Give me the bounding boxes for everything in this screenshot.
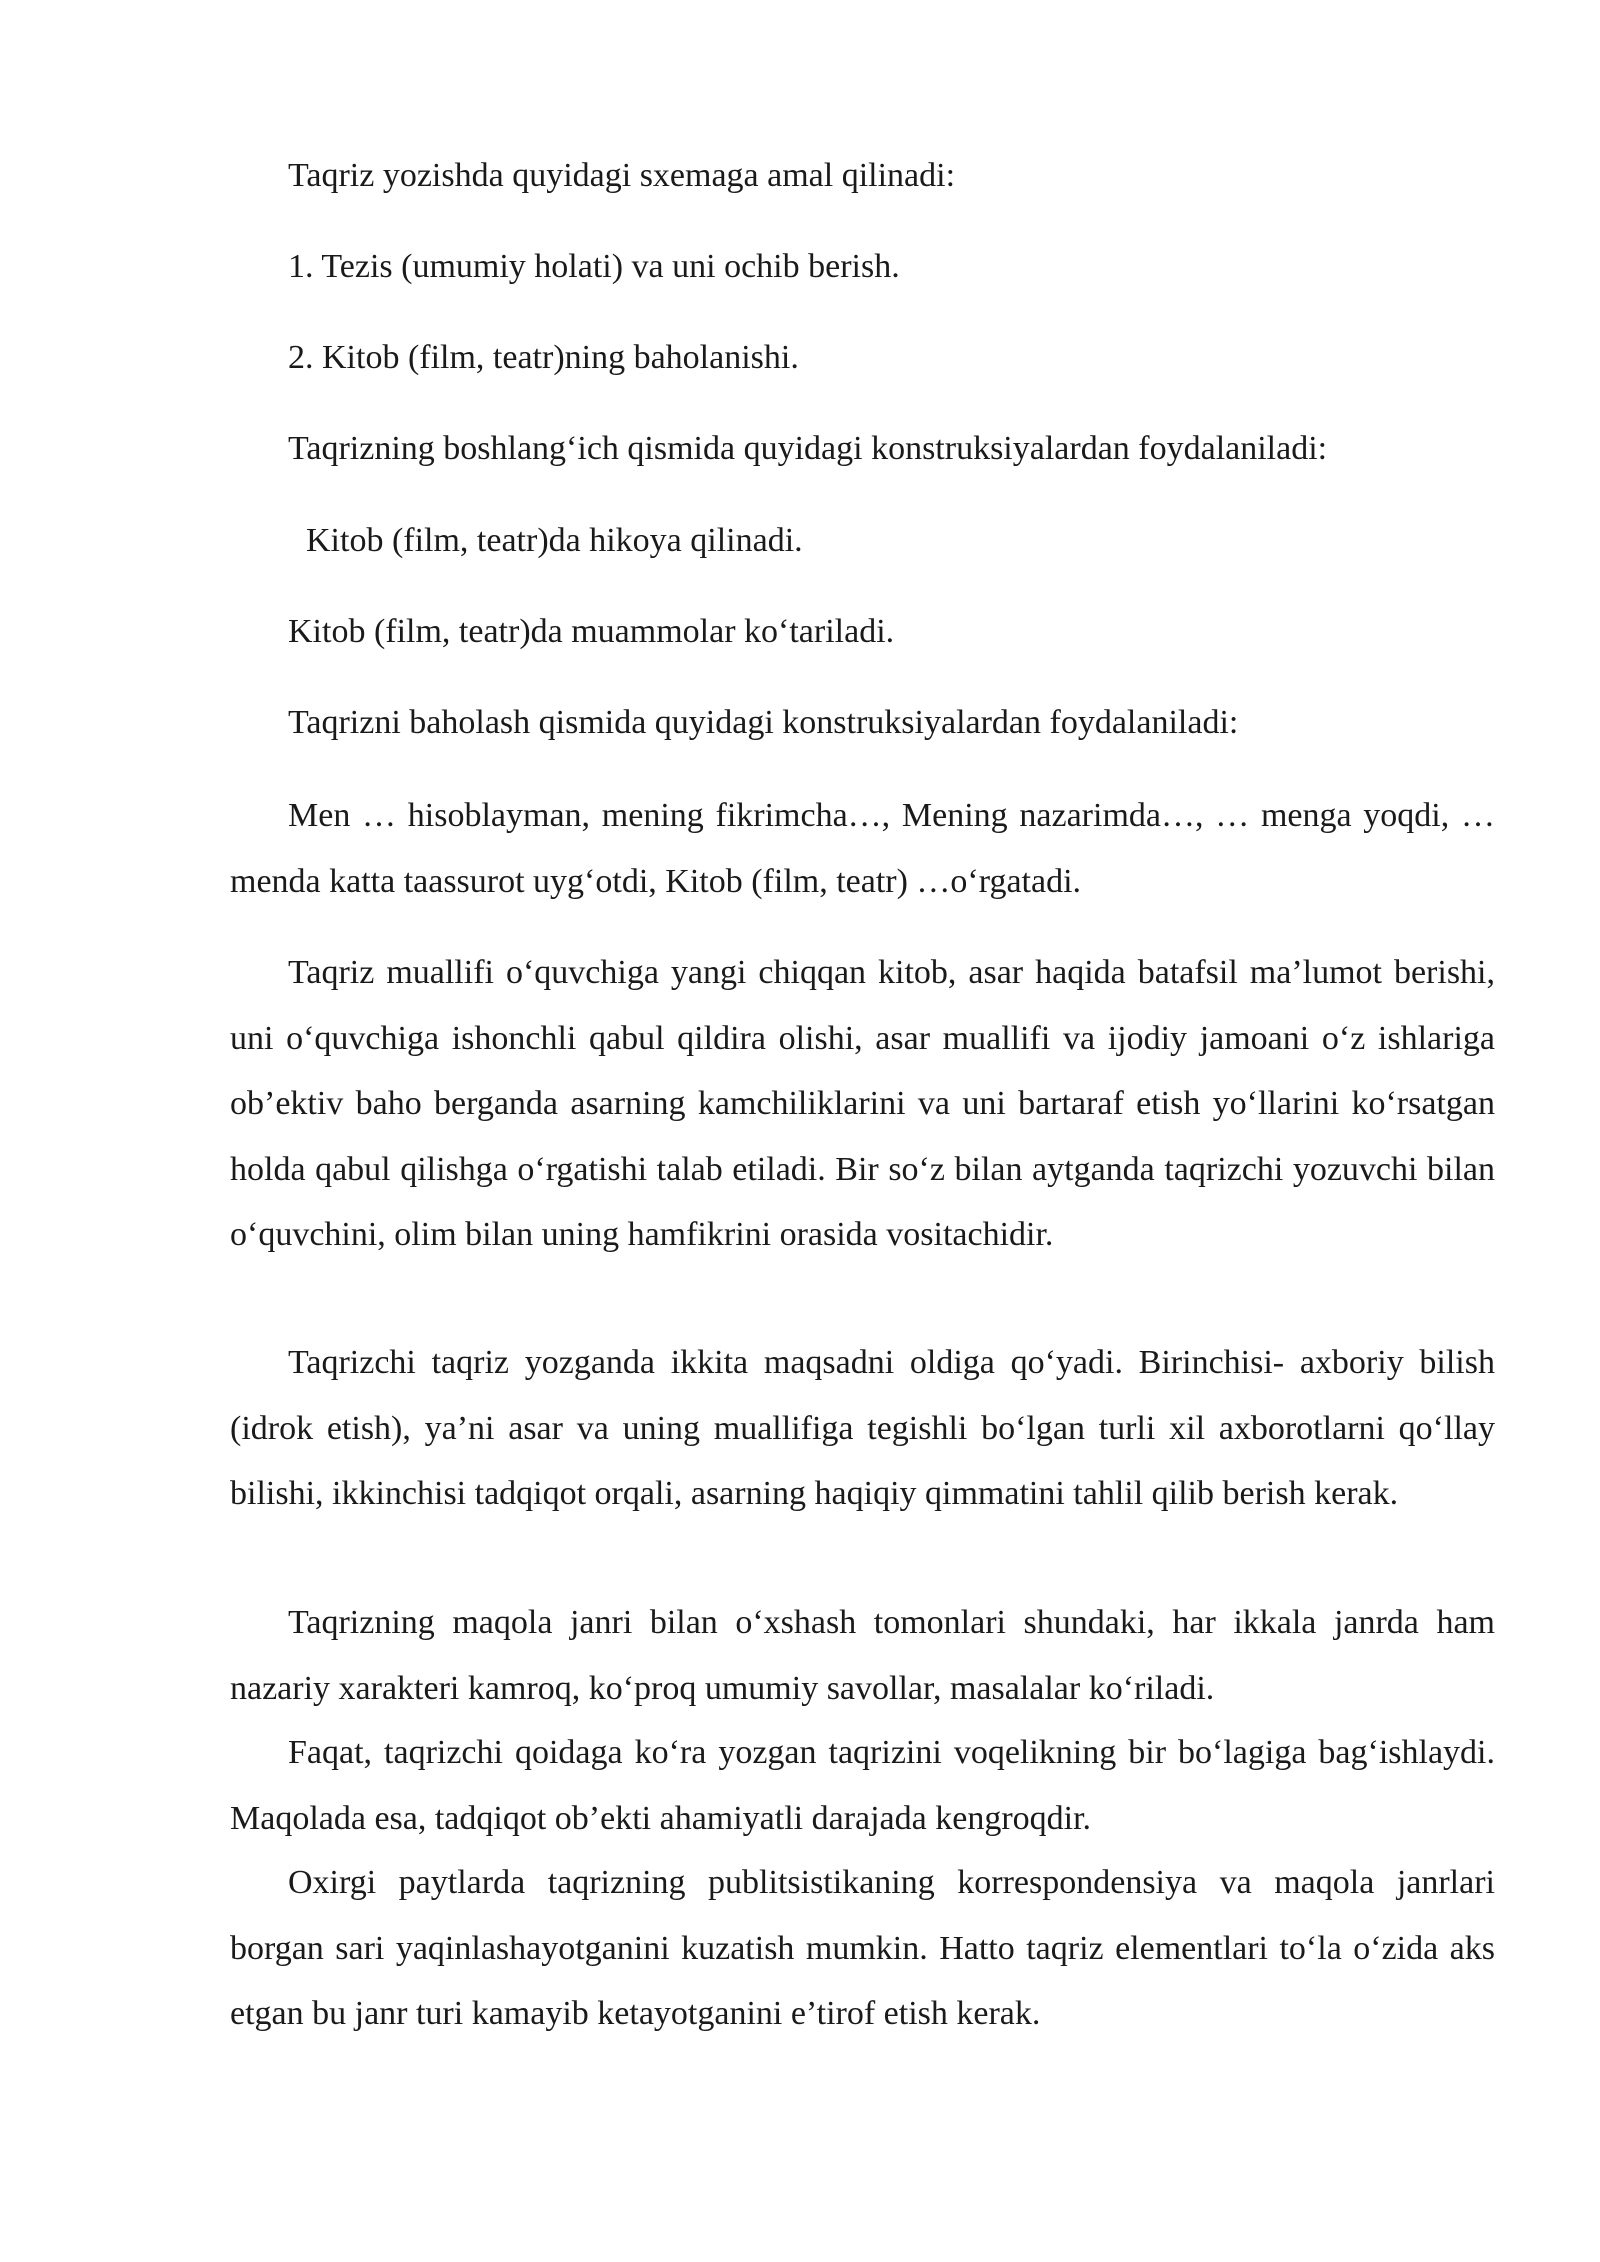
paragraph-comparison: Taqrizning maqola janri bilan o‘xshash tomonlari shundaki, har ikkala janrda ham nazariy xarakteri kamroq, ko‘proq umumiy savollar, masalalar ko‘riladi. xyxy=(230,1604,1495,1707)
intro-line: Taqriz yozishda quyidagi sxemaga amal qilinadi: xyxy=(288,157,956,194)
example-line-1: Kitob (film, teatr)da hikoya qilinadi. xyxy=(306,522,803,559)
paragraph-trends: Oxirgi paytlarda taqrizning publitsistikaning korrespondensiya va maqola janrlari borgan sari yaqinlashayotganini kuzatish mumkin. Hatto taqriz elementlari to‘la o‘zida aks etgan bu janr turi kamayib ketayotganini e’tirof etish kerak. xyxy=(230,1864,1495,2032)
paragraph-author: Taqriz muallifi o‘quvchiga yangi chiqqan kitob, asar haqida batafsil ma’lumot berishi, uni o‘quvchiga ishonchli qabul qildira olishi, asar muallifi va ijodiy jamoani o‘z ishlariga ob’ektiv baho berganda asarning kamchiliklarini va uni bartaraf etish yo‘llarini ko‘rsatgan holda qabul qilishga o‘rgatishi talab etiladi. Bir so‘z bilan aytganda taqrizchi yozuvchi bilan o‘quvchini, olim bilan uning hamfikrini orasida vositachidir. xyxy=(230,954,1495,1253)
paragraph-examples: Men … hisoblayman, mening fikrimcha…, Mening nazarimda…, … menga yoqdi, … menda katta taassurot uyg‘otdi, Kitob (film, teatr) …o‘rgatadi. xyxy=(230,797,1495,900)
list-item-1: 1. Tezis (umumiy holati) va uni ochib berish. xyxy=(288,248,900,285)
document-page xyxy=(230,0,1495,2262)
paragraph-goals: Taqrizchi taqriz yozganda ikkita maqsadni oldiga qo‘yadi. Birinchisi- axboriy bilish (idrok etish), ya’ni asar va uning muallifiga tegishli bo‘lgan turli xil axborotlarni qo‘llay bilishi, ikkinchisi tadqiqot orqali, asarning haqiqiy qimmatini tahlil qilib berish kerak. xyxy=(230,1344,1495,1512)
evaluation-constructions-line: Taqrizni baholash qismida quyidagi konstruksiyalardan foydalaniladi: xyxy=(288,704,1239,741)
beginning-constructions-line: Taqrizning boshlang‘ich qismida quyidagi konstruksiyalardan foydalaniladi: xyxy=(288,430,1328,467)
list-item-2: 2. Kitob (film, teatr)ning baholanishi. xyxy=(288,339,799,376)
example-line-2: Kitob (film, teatr)da muammolar ko‘tariladi. xyxy=(288,613,895,650)
paragraph-scope: Faqat, taqrizchi qoidaga ko‘ra yozgan taqrizini voqelikning bir bo‘lagiga bag‘ishlaydi. Maqolada esa, tadqiqot ob’ekti ahamiyatli darajada kengroqdir. xyxy=(230,1734,1495,1837)
